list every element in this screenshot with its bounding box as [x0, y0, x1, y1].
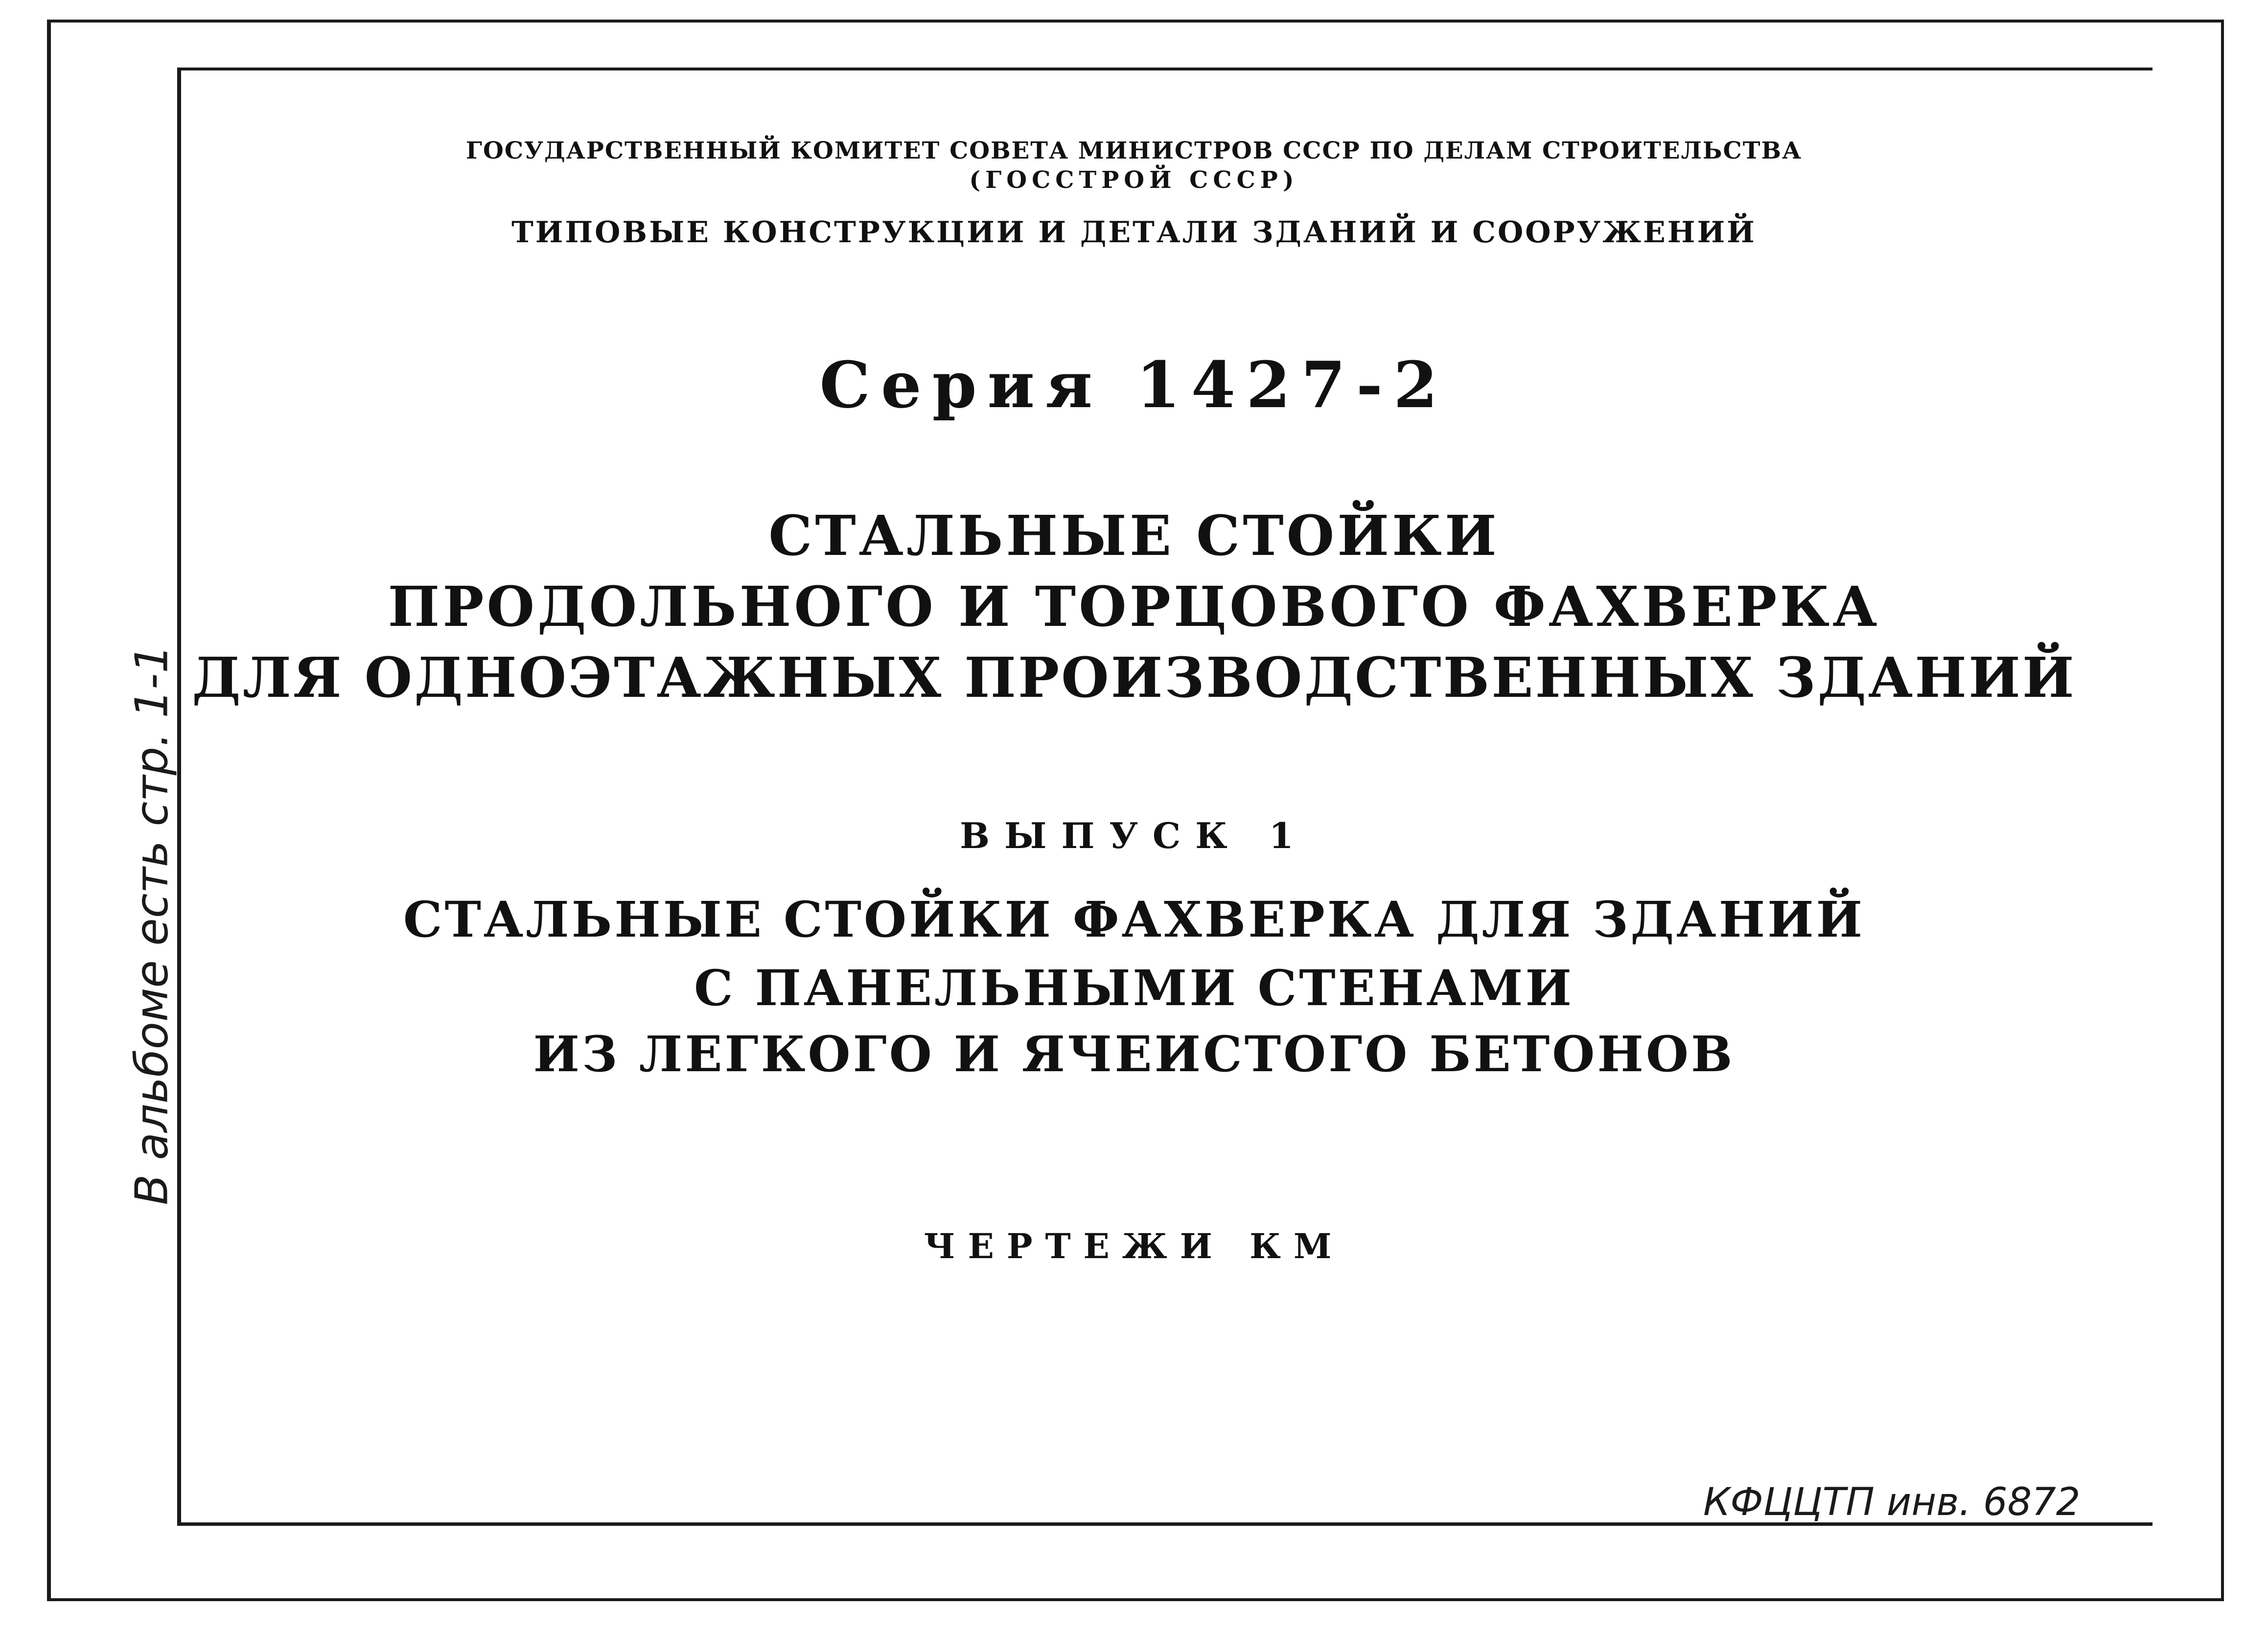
- inventory-stamp: КФЦЦТП инв. 6872: [1703, 1480, 2081, 1524]
- issue-number: ВЫПУСК 1: [960, 815, 1308, 856]
- subtitle-line-1: СТАЛЬНЫЕ СТОЙКИ ФАХВЕРКА ДЛЯ ЗДАНИЙ: [403, 891, 1865, 948]
- subtitle-line-2: С ПАНЕЛЬНЫМИ СТЕНАМИ: [694, 959, 1574, 1017]
- drawings-label: ЧЕРТЕЖИ КМ: [924, 1226, 1344, 1266]
- committee-heading: ГОСУДАРСТВЕННЫЙ КОМИТЕТ СОВЕТА МИНИСТРОВ СССР ПО ДЕЛАМ СТРОИТЕЛЬСТВА: [465, 137, 1803, 164]
- inner-frame: [177, 68, 2152, 1526]
- title-line-3: ДЛЯ ОДНОЭТАЖНЫХ ПРОИЗВОДСТВЕННЫХ ЗДАНИЙ: [192, 646, 2076, 710]
- series-number: Серия 1427-2: [819, 347, 1449, 422]
- handwritten-side-note: В альбоме есть стр. 1-1: [125, 644, 178, 1205]
- title-line-1: СТАЛЬНЫЕ СТОЙКИ: [768, 504, 1500, 568]
- typical-structures-heading: ТИПОВЫЕ КОНСТРУКЦИИ И ДЕТАЛИ ЗДАНИЙ И СООРУЖЕНИЙ: [511, 215, 1757, 250]
- title-line-2: ПРОДОЛЬНОГО И ТОРЦОВОГО ФАХВЕРКА: [388, 575, 1880, 639]
- subtitle-line-3: ИЗ ЛЕГКОГО И ЯЧЕИСТОГО БЕТОНОВ: [533, 1025, 1735, 1083]
- gosstroy-heading: (ГОССТРОЙ СССР): [969, 166, 1299, 194]
